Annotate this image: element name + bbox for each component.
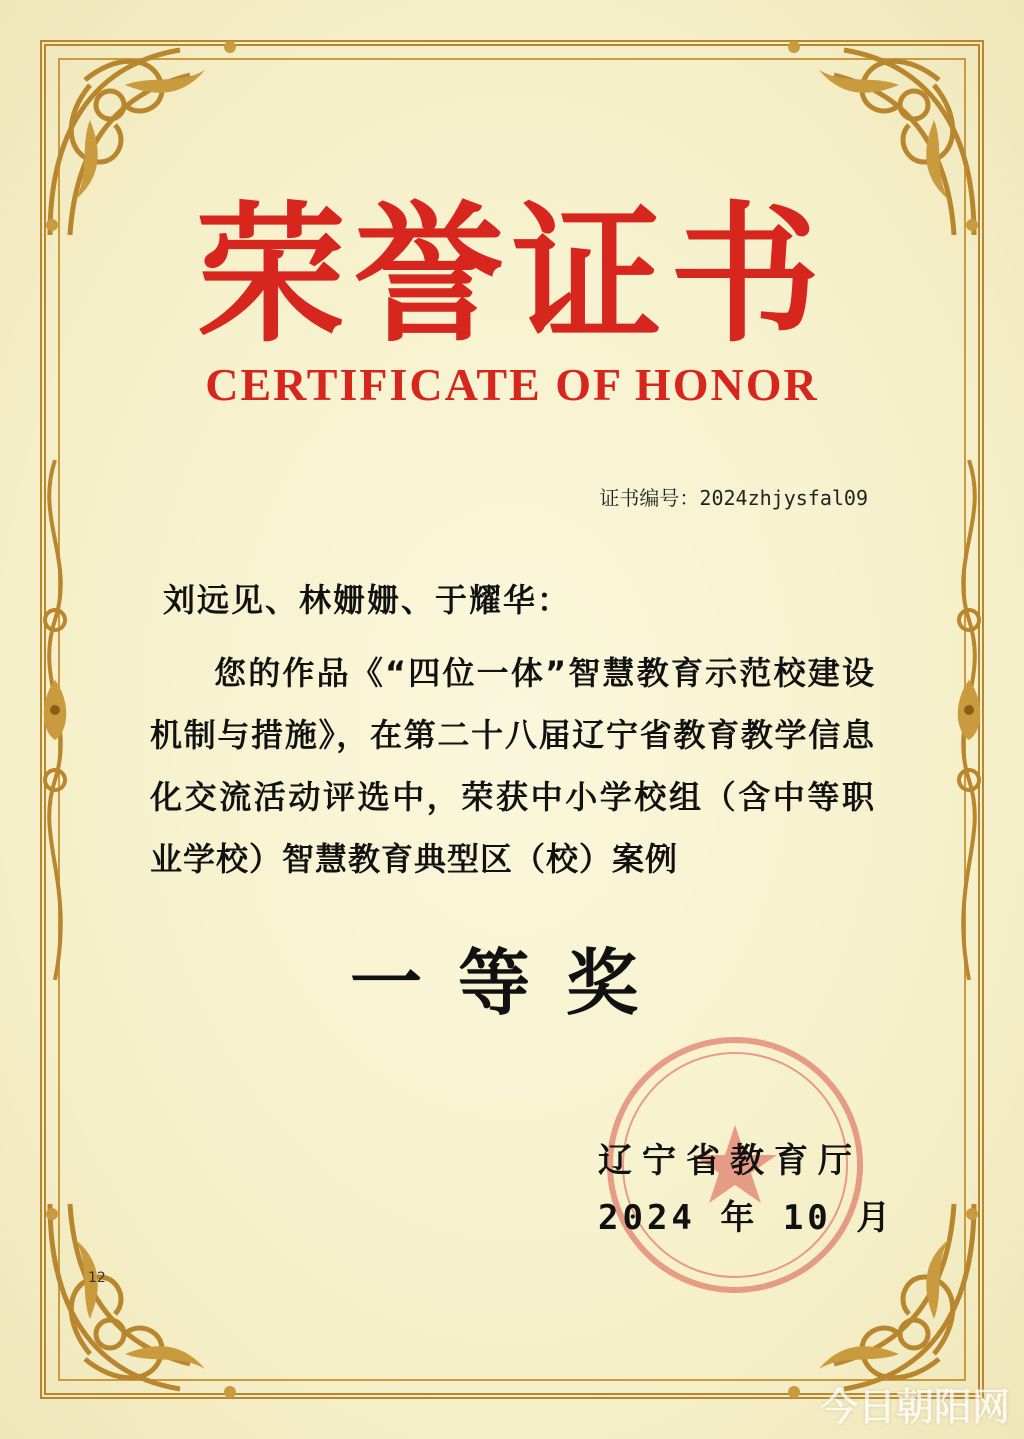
corner-ornament-bottom-left <box>30 1184 260 1414</box>
certificate-number-value: 2024zhjysfal09 <box>699 486 868 510</box>
page-number: 12 <box>88 1270 106 1286</box>
certificate-number-label: 证书编号： <box>599 486 700 510</box>
side-ornament-right <box>939 460 999 980</box>
recipient-names: 刘远见、林姗姗、于耀华： <box>163 581 572 619</box>
side-ornament-left <box>25 460 85 980</box>
certificate-title-english: CERTIFICATE OF HONOR <box>205 359 819 410</box>
certificate-title-chinese: 荣誉证书 <box>195 187 828 363</box>
issue-date: 2024 年 10 月 <box>598 1198 895 1238</box>
certificate-number <box>599 482 868 511</box>
award-description: 您的作品《“四位一体”智慧教育示范校建设机制与措施》，在第二十八届辽宁省教育教学信息化交流活动评选中，荣获中小学校组（含中等职业学校）智慧教育典型区（校）案例 <box>150 654 875 878</box>
issuing-authority: 辽宁省教育厅 <box>598 1141 862 1181</box>
award-level: 一等奖 <box>349 940 674 1025</box>
site-watermark: 今日朝阳网 <box>819 1385 1010 1429</box>
